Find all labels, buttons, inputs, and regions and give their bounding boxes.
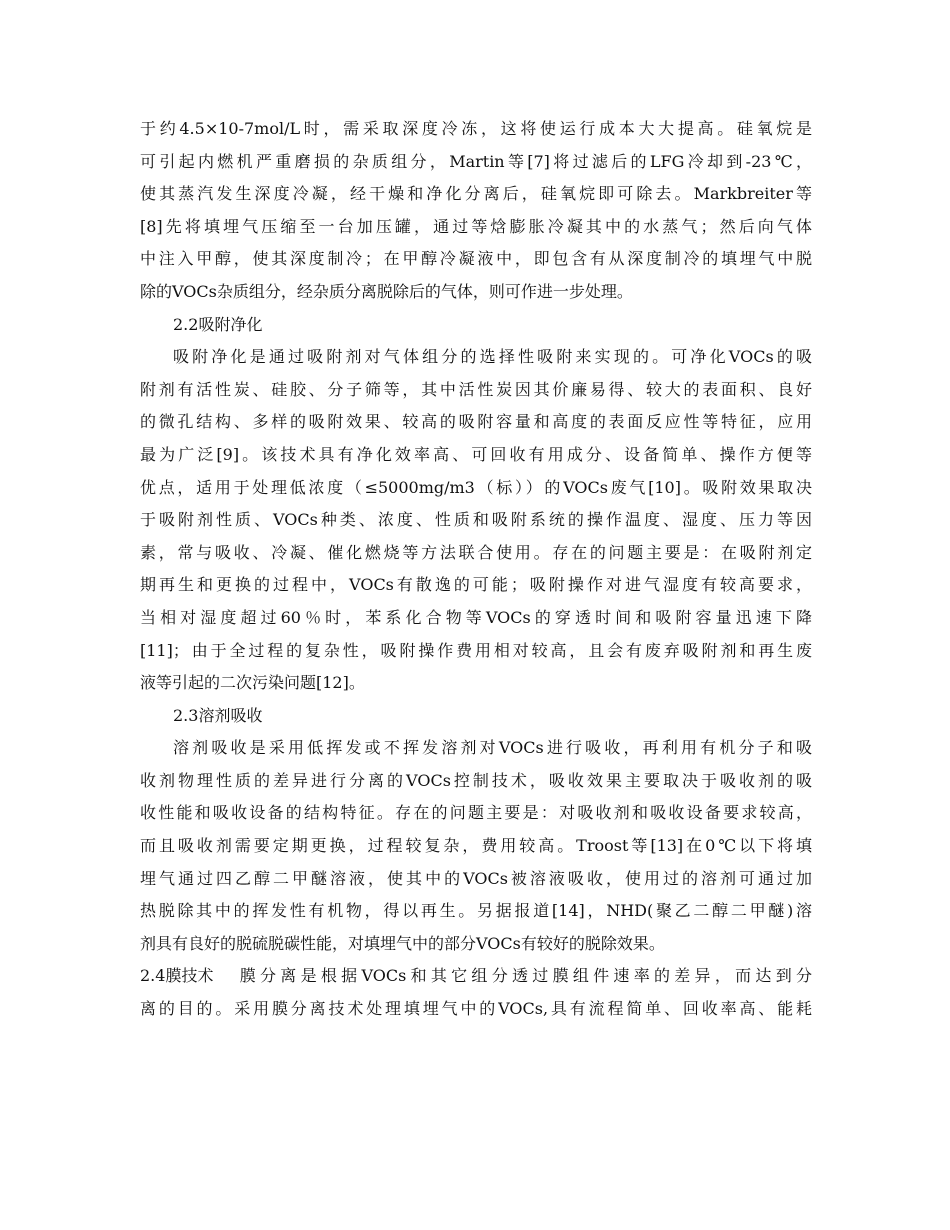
text-line: 于吸附剂性质、VOCs种类、浓度、性质和吸附系统的操作温度、湿度、压力等因 bbox=[140, 510, 812, 530]
text-line: 而且吸收剂需要定期更换，过程较复杂，费用较高。Troost等[13]在0℃以下将填 bbox=[140, 836, 812, 856]
text-line: 离的目的。采用膜分离技术处理填埋气中的VOCs,具有流程简单、回收率高、能耗 bbox=[140, 999, 812, 1019]
text-line: [11]；由于全过程的复杂性，吸附操作费用相对较高，且会有废弃吸附剂和再生废 bbox=[140, 640, 812, 660]
text-line: 膜分离是根据VOCs和其它组分透过膜组件速率的差异，而达到分 bbox=[235, 966, 812, 986]
text-line: 埋气通过四乙醇二甲醚溶液，使其中的VOCs被溶液吸收，使用过的溶剂可通过加 bbox=[140, 868, 812, 888]
text-line: 吸附净化是通过吸附剂对气体组分的选择性吸附来实现的。可净化VOCs的吸 bbox=[173, 347, 812, 367]
section-heading-2-2: 2.2吸附净化 bbox=[173, 314, 263, 334]
text-line: 收性能和吸收设备的结构特征。存在的问题主要是：对吸收剂和吸收设备要求较高， bbox=[140, 803, 812, 823]
text-line: 于约4.5×10-7mol/L时，需采取深度冷冻，这将使运行成本大大提高。硅氧烷是 bbox=[140, 119, 812, 138]
text-line: 剂具有良好的脱硫脱碳性能，对填埋气中的部分VOCs有较好的脱除效果。 bbox=[140, 933, 665, 953]
text-line: 附剂有活性炭、硅胶、分子筛等，其中活性炭因其价廉易得、较大的表面积、良好 bbox=[140, 379, 812, 399]
text-line: 优点，适用于处理低浓度（≤5000mg/m3（标））的VOCs废气[10]。吸附效果取决 bbox=[140, 477, 812, 497]
text-line: 液等引起的二次污染问题[12]。 bbox=[140, 673, 365, 693]
text-line: 收剂物理性质的差异进行分离的VOCs控制技术，吸收效果主要取决于吸收剂的吸 bbox=[140, 770, 812, 790]
text-line: 期再生和更换的过程中，VOCs有散逸的可能；吸附操作对进气湿度有较高要求， bbox=[140, 575, 812, 595]
text-line: [8]先将填埋气压缩至一台加压罐，通过等焓膨胀冷凝其中的水蒸气；然后向气体 bbox=[140, 216, 812, 236]
text-line: 溶剂吸收是采用低挥发或不挥发溶剂对VOCs进行吸收，再利用有机分子和吸 bbox=[173, 738, 812, 758]
section-heading-2-4: 2.4膜技术 bbox=[140, 966, 214, 986]
section-heading-2-3: 2.3溶剂吸收 bbox=[173, 705, 263, 725]
text-line: 热脱除其中的挥发性有机物，得以再生。另据报道[14]，NHD(聚乙二醇二甲醚)溶 bbox=[140, 901, 812, 921]
text-line: 最为广泛[9]。该技术具有净化效率高、可回收有用成分、设备简单、操作方便等 bbox=[140, 444, 812, 464]
text-line: 可引起内燃机严重磨损的杂质组分，Martin等[7]将过滤后的LFG冷却到-23℃， bbox=[140, 151, 812, 171]
text-line: 素，常与吸收、冷凝、催化燃烧等方法联合使用。存在的问题主要是：在吸附剂定 bbox=[140, 542, 812, 562]
paragraph-with-heading bbox=[140, 960, 812, 993]
text-line: 中注入甲醇，使其深度制冷；在甲醇冷凝液中，即包含有从深度制冷的填埋气中脱 bbox=[140, 249, 812, 269]
text-line: 除的VOCs杂质组分，经杂质分离脱除后的气体，则可作进一步处理。 bbox=[140, 281, 633, 301]
document-page bbox=[140, 113, 812, 1026]
text-line: 使其蒸汽发生深度冷凝，经干燥和净化分离后，硅氧烷即可除去。Markbreiter等 bbox=[140, 184, 812, 204]
text-line: 的微孔结构、多样的吸附效果、较高的吸附容量和高度的表面反应性等特征，应用 bbox=[140, 412, 812, 432]
text-line: 当相对湿度超过60％时，苯系化合物等VOCs的穿透时间和吸附容量迅速下降 bbox=[140, 607, 812, 627]
